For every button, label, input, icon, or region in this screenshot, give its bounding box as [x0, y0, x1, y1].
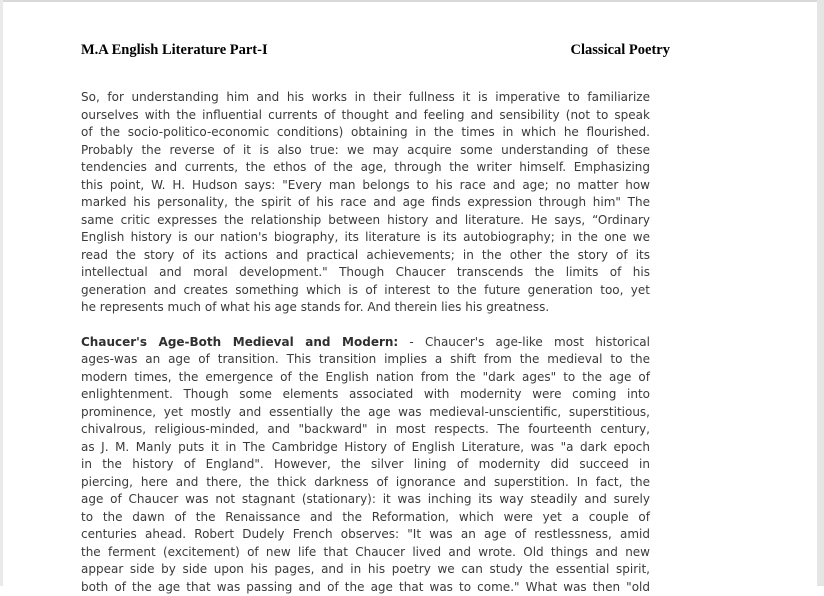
text-line: prominence, yet mostly and essentially the age was medieval-unscientific, superstitious,	[81, 404, 650, 422]
text-line: as J. M. Manly puts it in The Cambridge History of English Literature, was "a dark epoch	[81, 439, 650, 457]
text-line	[81, 334, 650, 352]
text-line: So, for understanding him and his works in their fullness it is imperative to familiarize	[81, 89, 650, 107]
paragraph	[81, 89, 650, 317]
text-line: chivalrous, religious-minded, and "backward" in most respects. The fourteenth century,	[81, 421, 650, 439]
text-line: generation and creates something which is of interest to the future generation too, yet	[81, 282, 650, 300]
text-line: the ferment (excitement) of new life that Chaucer lived and wrote. Old things and new	[81, 544, 650, 562]
text-line: English history is our nation's biography, its literature is its autobiography; in the one we	[81, 229, 650, 247]
text-line: both of the age that was passing and of the age that was to come." What was then "old	[81, 579, 650, 596]
text-line: same critic expresses the relationship between history and literature. He says, “Ordinary	[81, 212, 650, 230]
text-line: enlightenment. Though some elements associated with modernity were coming into	[81, 386, 650, 404]
window-left-edge	[0, 0, 3, 586]
text-line: this point, W. H. Hudson says: "Every man belongs to his race and age; no matter how	[81, 177, 650, 195]
header-course-title: M.A English Literature Part-I	[81, 42, 268, 58]
text-line: ourselves with the influential currents of thought and feeling and sensibility (not to speak	[81, 107, 650, 125]
text-line: piercing, here and there, the thick darkness of ignorance and superstition. In fact, the	[81, 474, 650, 492]
paragraph-heading: Chaucer's Age-Both Medieval and Modern:	[81, 335, 398, 349]
text-line: tendencies and currents, the ethos of the age, through the writer himself. Emphasizing	[81, 159, 650, 177]
window-top-edge	[0, 0, 824, 2]
text-line: marked his personality, the spirit of his race and age finds expression through him" The	[81, 194, 650, 212]
text-line: to the dawn of the Renaissance and the Reformation, which were yet a couple of	[81, 509, 650, 527]
text-line: age of Chaucer was not stagnant (stationary): it was inching its way steadily and surely	[81, 491, 650, 509]
text-line: read the story of its actions and practical achievements; in the other the story of its	[81, 247, 650, 265]
page-header	[81, 42, 670, 58]
text-line: modern times, the emergence of the English nation from the "dark ages" to the age of	[81, 369, 650, 387]
text-line: appear side by side upon his pages, and in his poetry we can study the essential spirit,	[81, 561, 650, 579]
heading-trailing-text: - Chaucer's age-like most historical	[398, 335, 650, 349]
text-line: in the history of England". However, the silver lining of modernity did succeed in	[81, 456, 650, 474]
text-line: ages-was an age of transition. This transition implies a shift from the medieval to the	[81, 351, 650, 369]
text-line: centuries ahead. Robert Dudely French observes: "It was an age of restlessness, amid	[81, 526, 650, 544]
scrollbar-track[interactable]	[817, 0, 824, 586]
text-line: intellectual and moral development." Though Chaucer transcends the limits of his	[81, 264, 650, 282]
document-body	[81, 89, 650, 596]
text-line: of the socio-politico-economic conditions) obtaining in the times in which he flourished.	[81, 124, 650, 142]
text-line: Probably the reverse of it is also true: we may acquire some understanding of these	[81, 142, 650, 160]
text-line: he represents much of what his age stands for. And therein lies his greatness.	[81, 299, 650, 317]
header-subject-title: Classical Poetry	[571, 42, 670, 58]
paragraph	[81, 334, 650, 596]
